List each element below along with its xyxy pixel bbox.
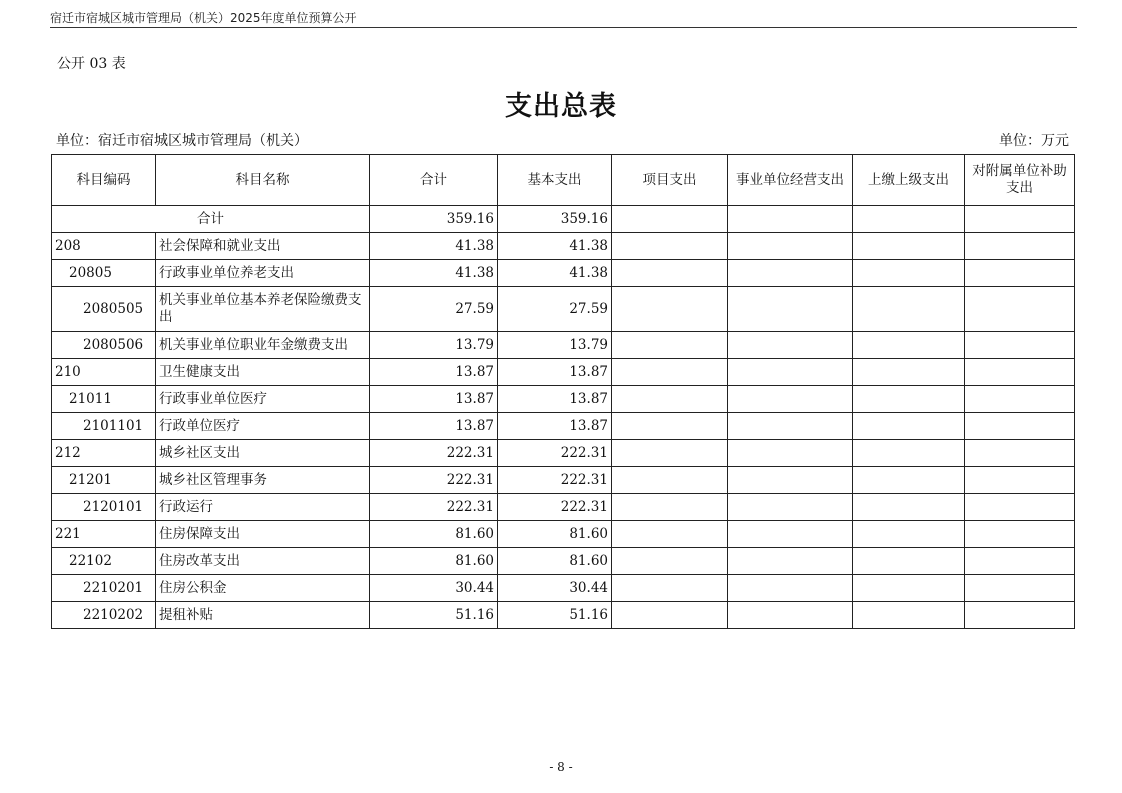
table-row (52, 359, 1075, 386)
row-subsidy (965, 413, 1075, 440)
page-title: 支出总表 (505, 91, 617, 122)
row-project (612, 413, 728, 440)
table-header-row (52, 155, 1075, 206)
row-name: 住房公积金 (156, 575, 370, 602)
row-total: 41.38 (370, 260, 498, 287)
row-name: 行政单位医疗 (156, 413, 370, 440)
total-business (728, 206, 853, 233)
row-project (612, 359, 728, 386)
header-divider (50, 27, 1077, 28)
table-row (52, 233, 1075, 260)
row-code: 2080505 (52, 287, 156, 332)
row-total: 81.60 (370, 521, 498, 548)
row-total: 222.31 (370, 440, 498, 467)
row-upper (853, 287, 965, 332)
row-project (612, 467, 728, 494)
header-basic: 基本支出 (498, 155, 612, 206)
header-upper: 上缴上级支出 (853, 155, 965, 206)
row-total: 13.87 (370, 413, 498, 440)
row-upper (853, 467, 965, 494)
row-code: 2210201 (52, 575, 156, 602)
row-subsidy (965, 233, 1075, 260)
header-business: 事业单位经营支出 (728, 155, 853, 206)
row-project (612, 332, 728, 359)
row-upper (853, 260, 965, 287)
row-project (612, 233, 728, 260)
row-total: 222.31 (370, 494, 498, 521)
row-subsidy (965, 521, 1075, 548)
row-upper (853, 575, 965, 602)
row-business (728, 602, 853, 629)
row-project (612, 386, 728, 413)
row-upper (853, 332, 965, 359)
row-basic: 13.87 (498, 386, 612, 413)
table-row (52, 332, 1075, 359)
unit-organization: 单位：宿迁市宿城区城市管理局（机关） (56, 133, 308, 149)
row-name: 提租补贴 (156, 602, 370, 629)
row-project (612, 521, 728, 548)
row-basic: 81.60 (498, 548, 612, 575)
row-total: 30.44 (370, 575, 498, 602)
row-name: 行政事业单位养老支出 (156, 260, 370, 287)
total-upper (853, 206, 965, 233)
table-row (52, 575, 1075, 602)
row-business (728, 260, 853, 287)
row-business (728, 359, 853, 386)
row-basic: 41.38 (498, 233, 612, 260)
row-upper (853, 233, 965, 260)
row-subsidy (965, 386, 1075, 413)
row-business (728, 548, 853, 575)
row-total: 81.60 (370, 548, 498, 575)
row-code: 21011 (52, 386, 156, 413)
row-subsidy (965, 359, 1075, 386)
row-total: 51.16 (370, 602, 498, 629)
row-code: 20805 (52, 260, 156, 287)
row-subsidy (965, 287, 1075, 332)
row-upper (853, 359, 965, 386)
table-row (52, 440, 1075, 467)
table-row (52, 602, 1075, 629)
row-upper (853, 521, 965, 548)
expenditure-table (51, 154, 1075, 629)
row-upper (853, 386, 965, 413)
total-subsidy (965, 206, 1075, 233)
row-total: 13.79 (370, 332, 498, 359)
row-name: 行政事业单位医疗 (156, 386, 370, 413)
row-name: 机关事业单位基本养老保险缴费支出 (156, 287, 370, 332)
row-total: 13.87 (370, 386, 498, 413)
row-code: 2101101 (52, 413, 156, 440)
row-upper (853, 548, 965, 575)
row-upper (853, 494, 965, 521)
row-subsidy (965, 575, 1075, 602)
row-basic: 13.87 (498, 359, 612, 386)
row-total: 41.38 (370, 233, 498, 260)
row-basic: 222.31 (498, 467, 612, 494)
row-basic: 222.31 (498, 440, 612, 467)
row-business (728, 386, 853, 413)
row-project (612, 494, 728, 521)
row-subsidy (965, 467, 1075, 494)
row-subsidy (965, 548, 1075, 575)
row-business (728, 413, 853, 440)
row-basic: 27.59 (498, 287, 612, 332)
row-total: 13.87 (370, 359, 498, 386)
table-row (52, 467, 1075, 494)
header-subsidy: 对附属单位补助支出 (965, 155, 1075, 206)
row-name: 行政运行 (156, 494, 370, 521)
row-project (612, 602, 728, 629)
row-total: 27.59 (370, 287, 498, 332)
row-code: 21201 (52, 467, 156, 494)
row-code: 22102 (52, 548, 156, 575)
page-number: - 8 - (549, 760, 573, 774)
row-subsidy (965, 440, 1075, 467)
table-row (52, 494, 1075, 521)
row-subsidy (965, 332, 1075, 359)
row-business (728, 494, 853, 521)
total-label: 合计 (52, 206, 370, 233)
row-code: 2210202 (52, 602, 156, 629)
row-subsidy (965, 260, 1075, 287)
row-project (612, 575, 728, 602)
row-business (728, 332, 853, 359)
row-basic: 41.38 (498, 260, 612, 287)
header-code: 科目编码 (52, 155, 156, 206)
row-basic: 222.31 (498, 494, 612, 521)
row-name: 卫生健康支出 (156, 359, 370, 386)
table-code: 公开 03 表 (57, 56, 126, 72)
row-code: 212 (52, 440, 156, 467)
row-business (728, 233, 853, 260)
row-code: 2120101 (52, 494, 156, 521)
table-row (52, 548, 1075, 575)
header-total: 合计 (370, 155, 498, 206)
table-row (52, 287, 1075, 332)
row-code: 221 (52, 521, 156, 548)
table-row (52, 413, 1075, 440)
row-basic: 13.87 (498, 413, 612, 440)
row-total: 222.31 (370, 467, 498, 494)
row-upper (853, 440, 965, 467)
total-project (612, 206, 728, 233)
total-row (52, 206, 1075, 233)
row-code: 2080506 (52, 332, 156, 359)
row-project (612, 260, 728, 287)
row-name: 城乡社区管理事务 (156, 467, 370, 494)
row-basic: 51.16 (498, 602, 612, 629)
row-business (728, 287, 853, 332)
header-project: 项目支出 (612, 155, 728, 206)
row-project (612, 287, 728, 332)
row-project (612, 440, 728, 467)
row-subsidy (965, 494, 1075, 521)
row-code: 210 (52, 359, 156, 386)
row-upper (853, 413, 965, 440)
row-business (728, 440, 853, 467)
table-row (52, 386, 1075, 413)
row-basic: 81.60 (498, 521, 612, 548)
row-business (728, 575, 853, 602)
row-name: 住房改革支出 (156, 548, 370, 575)
header-name: 科目名称 (156, 155, 370, 206)
row-name: 机关事业单位职业年金缴费支出 (156, 332, 370, 359)
row-project (612, 548, 728, 575)
total-basic: 359.16 (498, 206, 612, 233)
row-business (728, 467, 853, 494)
row-upper (853, 602, 965, 629)
row-basic: 13.79 (498, 332, 612, 359)
table-row (52, 521, 1075, 548)
row-name: 社会保障和就业支出 (156, 233, 370, 260)
row-basic: 30.44 (498, 575, 612, 602)
row-business (728, 521, 853, 548)
row-code: 208 (52, 233, 156, 260)
row-name: 城乡社区支出 (156, 440, 370, 467)
table-row (52, 260, 1075, 287)
total-sum: 359.16 (370, 206, 498, 233)
unit-currency: 单位：万元 (999, 133, 1069, 149)
running-header: 宿迁市宿城区城市管理局（机关）2025年度单位预算公开 (50, 11, 357, 25)
row-subsidy (965, 602, 1075, 629)
row-name: 住房保障支出 (156, 521, 370, 548)
